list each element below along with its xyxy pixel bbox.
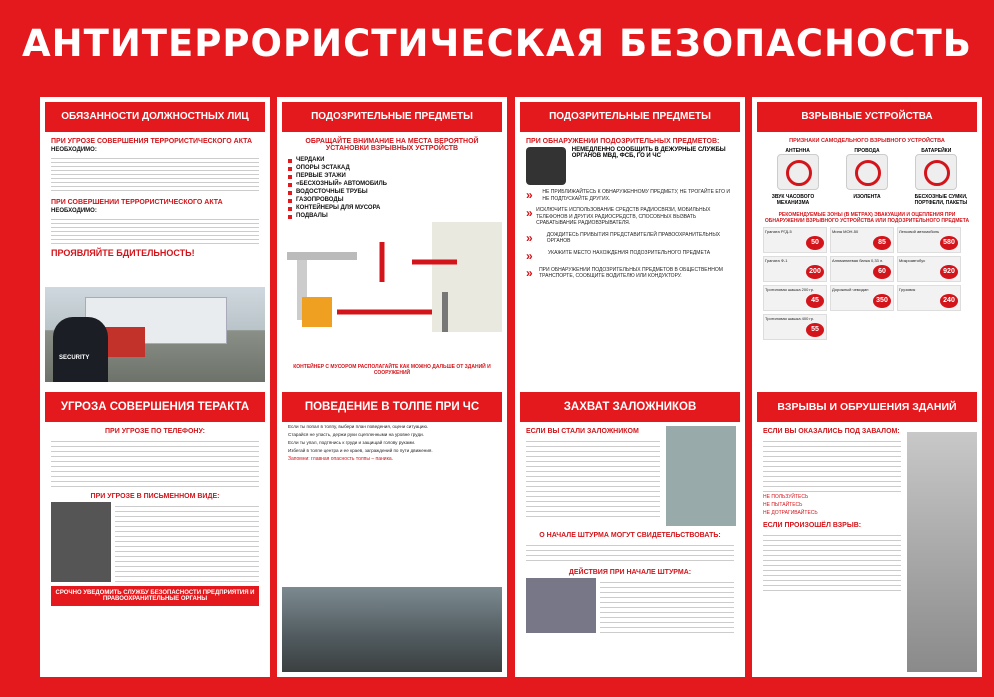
sign-label: ЗВУК ЧАСОВОГО МЕХАНИЗМА [771,194,815,206]
panel-collapse [752,387,982,677]
section-heading: ДЕЙСТВИЯ ПРИ НАЧАЛЕ ШТУРМА: [568,569,692,576]
panel-explosive-devices [752,97,982,387]
instruction-row [526,250,734,262]
section-heading: ПРИ УГРОЗЕ СОВЕРШЕНИЯ ТЕРРОРИСТИЧЕСКОГО АКТА [51,138,253,145]
zone-distance: 55 [806,323,824,337]
panel-hostages [515,387,745,677]
crowd-warning: Запомни: главная опасность толпы – паника. [288,455,394,462]
zone-card [830,285,894,311]
zone-card [763,256,827,282]
zone-card [763,314,827,340]
panel-crowd [277,387,507,677]
section-heading: ПРИ СОВЕРШЕНИИ ТЕРРОРИСТИЧЕСКОГО АКТА [51,199,223,206]
zone-label: Алюминиевая банка 0,33 л. [832,258,884,263]
panel-title: ВЗРЫВНЫЕ УСТРОЙСТВА [757,102,977,132]
crowd-rule: Если ты попал в толпу, выбери план поведения, оцени ситуацию. [288,424,429,429]
instruction-text: ИСКЛЮЧИТЕ ИСПОЛЬЗОВАНИЕ СРЕДСТВ РАДИОСВЯЗИ, МОБИЛЬНЫХ ТЕЛЕФОНОВ И ДРУГИХ РАДИОСРЕДСТВ, СПОСОБНЫХ ВЫЗВАТЬ СРАБАТЫВАНИЕ РАДИОВЗРЫВАТЕЛЯ. [536,207,711,226]
section-heading: ПРИ УГРОЗЕ В ПИСЬМЕННОМ ВИДЕ: [90,493,220,500]
rule-no: НЕ ДОТРАГИВАЙТЕСЬ [763,510,818,516]
zone-distance: 200 [806,265,824,279]
section-heading: ПРИЗНАКИ САМОДЕЛЬНОГО ВЗРЫВНОГО УСТРОЙСТВА [789,138,945,144]
panel-threat [40,387,270,677]
prohibited-icon [915,154,957,190]
zone-distance: 50 [806,236,824,250]
places-list [288,156,496,220]
arrow-icon: » [526,265,533,280]
arrow-icon: » [526,248,533,263]
panel-title: УГРОЗА СОВЕРШЕНИЯ ТЕРАКТА [45,392,265,422]
panel-suspicious-actions [515,97,745,387]
hostage-photo [666,426,736,526]
sign-item [777,148,819,190]
section-heading: ЕСЛИ ВЫ ОКАЗАЛИСЬ ПОД ЗАВАЛОМ: [763,428,900,435]
zone-card [897,256,961,282]
zone-distance: 45 [806,294,824,308]
place-item: ЧЕРДАКИ [288,156,496,164]
place-item: ПЕРВЫЕ ЭТАЖИ [288,172,496,180]
instruction-text: ДОЖДИТЕСЬ ПРИБЫТИЯ ПРЕДСТАВИТЕЛЕЙ ПРАВООХРАНИТЕЛЬНЫХ ОРГАНОВ [546,231,721,244]
zone-label: Тротиловая шашка 200 гр. [765,287,815,292]
text-block [51,437,259,487]
place-item: ГАЗОПРОВОДЫ [288,196,496,204]
sign-label: ПРОВОДА [854,148,880,154]
zone-label: Грузовик [899,287,916,292]
section-heading: ЕСЛИ ПРОИЗОШЁЛ ВЗРЫВ: [763,522,862,529]
rule-no: НЕ ПОЛЬЗУЙТЕСЬ [763,494,809,500]
instruction-text: НЕ ПРИБЛИЖАЙТЕСЬ К ОБНАРУЖЕННОМУ ПРЕДМЕТУ, НЕ ТРОГАЙТЕ ЕГО И НЕ ПОДПУСКАЙТЕ ДРУГИХ. [542,189,730,202]
panel-title: ПОВЕДЕНИЕ В ТОЛПЕ ПРИ ЧС [282,392,502,422]
instruction-list [520,189,740,280]
zone-distance: 350 [873,294,891,308]
section-heading: ПРИ ОБНАРУЖЕНИИ ПОДОЗРИТЕЛЬНЫХ ПРЕДМЕТОВ: [526,138,720,145]
section-heading: РЕКОМЕНДУЕМЫЕ ЗОНЫ (В МЕТРАХ) ЭВАКУАЦИИ И ОЦЕПЛЕНИЯ ПРИ ОБНАРУЖЕНИИ ВЗРЫВНОГО УСТРОЙСТВА ИЛИ ПОДОЗРИТЕЛЬНОГО ПРЕДМЕТА [764,212,970,224]
ruins-photo [907,432,977,672]
text-block [51,216,259,244]
text-block [115,502,259,582]
zone-card [830,227,894,253]
assault-photo [526,578,596,633]
footer-note: КОНТЕЙНЕР С МУСОРОМ РАСПОЛАГАЙТЕ КАК МОЖНО ДАЛЬШЕ ОТ ЗДАНИЙ И СООРУЖЕНИЙ [293,364,491,376]
panel-title: ЗАХВАТ ЗАЛОЖНИКОВ [520,392,740,422]
section-heading: ОБРАЩАЙТЕ ВНИМАНИЕ НА МЕСТА ВЕРОЯТНОЙ УСТАНОВКИ ВЗРЫВНЫХ УСТРОЙСТВ [305,138,479,152]
arrow-icon: » [526,188,533,202]
text-block [763,437,901,492]
prohibited-icon [777,154,819,190]
section-heading: ЕСЛИ ВЫ СТАЛИ ЗАЛОЖНИКОМ [526,428,639,435]
notify-footer: СРОЧНО УВЕДОМИТЬ СЛУЖБУ БЕЗОПАСНОСТИ ПРЕДПРИЯТИЯ И ПРАВООХРАНИТЕЛЬНЫЕ ОРГАНЫ [51,586,259,606]
crowd-rule: Если ты упал, подтянись к груди и защищай голову руками. [288,439,416,445]
arrow-icon: » [526,230,533,245]
panel-officials-duties [40,97,270,387]
sign-item [846,148,888,190]
section-heading: ПРИ УГРОЗЕ ПО ТЕЛЕФОНУ: [105,428,205,435]
place-item: «БЕСХОЗНЫЙ» АВТОМОБИЛЬ [288,180,496,188]
security-photo [45,287,265,382]
place-item: ПОДВАЛЫ [288,212,496,220]
text-block [600,578,734,633]
text-block [526,541,734,563]
place-item: КОНТЕЙНЕРЫ ДЛЯ МУСОРА [288,204,496,212]
crowd-rule: Избегай в толпе центра и ее краев, заграждений по пути движения. [288,447,433,453]
section-subheading: НЕОБХОДИМО: [51,147,97,153]
zone-distance: 60 [873,265,891,279]
zone-label: Легковой автомобиль [899,229,940,234]
zone-distance: 580 [940,236,958,250]
zone-card [763,227,827,253]
zone-label: Тротиловая шашка 400 гр. [765,316,815,321]
panel-title: ПОДОЗРИТЕЛЬНЫЕ ПРЕДМЕТЫ [520,102,740,132]
sign-label: БАТАРЕЙКИ [921,148,952,154]
text-block [51,155,259,193]
panel-title: ПОДОЗРИТЕЛЬНЫЕ ПРЕДМЕТЫ [282,102,502,132]
vigilance-slogan: ПРОЯВЛЯЙТЕ БДИТЕЛЬНОСТЬ! [51,248,195,258]
zone-card [897,227,961,253]
sign-label: БЕСХОЗНЫЕ СУМКИ, ПОРТФЕЛИ, ПАКЕТЫ [914,194,968,206]
zone-label: Мина МОН-50 [832,229,859,234]
poster-title: АНТИТЕРРОРИСТИЧЕСКАЯ БЕЗОПАСНОСТЬ [21,22,972,65]
instruction-text: УКАЖИТЕ МЕСТО НАХОЖДЕНИЯ ПОДОЗРИТЕЛЬНОГО ПРЕДМЕТА [548,249,711,256]
arrow-icon: » [526,206,533,220]
zone-label: Граната РГД-5 [765,229,792,234]
building-illustration [282,222,502,337]
section-subheading: НЕОБХОДИМО: [51,208,97,214]
signs-row [763,148,971,190]
sign-item [915,148,957,190]
instruction-row [526,189,734,202]
panel-suspicious-places [277,97,507,387]
section-heading: О НАЧАЛЕ ШТУРМА МОГУТ СВИДЕТЕЛЬСТВОВАТЬ: [539,532,721,539]
panel-title: ВЗРЫВЫ И ОБРУШЕНИЯ ЗДАНИЙ [757,392,977,422]
panel-title: ОБЯЗАННОСТИ ДОЛЖНОСТНЫХ ЛИЦ [45,102,265,132]
text-block [763,531,901,591]
prohibited-icon [846,154,888,190]
crowd-rule: Старайся не упасть, держи руки сцепленными на уровне груди. [288,431,424,437]
instruction-row [526,207,734,227]
security-label: SECURITY [59,355,90,361]
place-item: ОПОРЫ ЭСТАКАД [288,164,496,172]
instruction-row [526,232,734,245]
sign-label: ИЗОЛЕНТА [853,194,881,200]
sign-label: АНТЕННА [785,148,810,154]
evacuation-zones [763,227,971,340]
zone-distance: 85 [873,236,891,250]
zone-label: Граната Ф-1 [765,258,788,263]
phone-icon [526,147,566,185]
place-item: ВОДОСТОЧНЫЕ ТРУБЫ [288,188,496,196]
call-instruction: НЕМЕДЛЕННО СООБЩИТЬ В ДЕЖУРНЫЕ СЛУЖБЫ ОРГАНОВ МВД, ФСБ, ГО И ЧС [571,147,726,159]
text-block [526,437,660,517]
crowd-photo [282,587,502,672]
rule-no: НЕ ПЫТАЙТЕСЬ [763,502,803,508]
instruction-text: ПРИ ОБНАРУЖЕНИИ ПОДОЗРИТЕЛЬНЫХ ПРЕДМЕТОВ В ОБЩЕСТВЕННОМ ТРАНСПОРТЕ, СООБЩИТЕ ВОДИТЕЛЮ ИЛИ КОНДУКТОРУ. [539,266,723,279]
zone-card [830,256,894,282]
zone-distance: 920 [940,265,958,279]
zone-label: Микроавтобус [899,258,926,263]
gunman-photo [51,502,111,582]
zone-distance: 240 [940,294,958,308]
zone-card [897,285,961,311]
zone-card [763,285,827,311]
zone-label: Дорожный чемодан [832,287,869,292]
instruction-row [526,267,734,280]
